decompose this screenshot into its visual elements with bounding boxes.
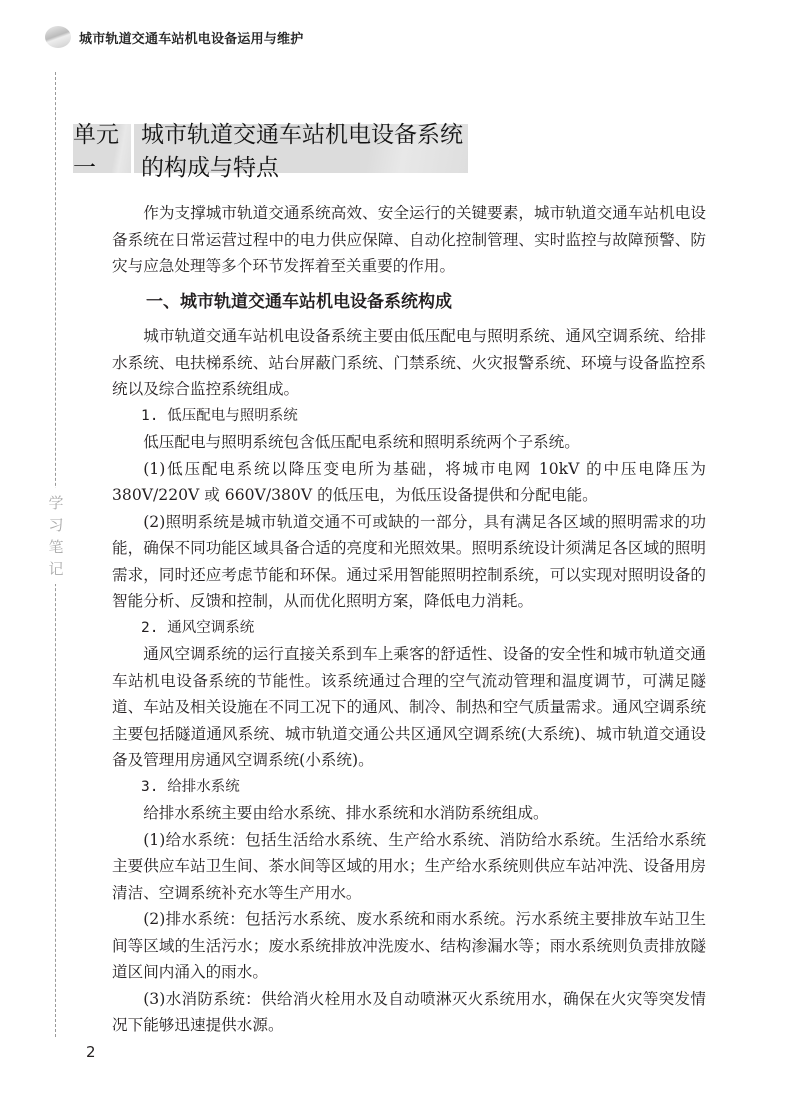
running-header <box>45 26 303 48</box>
paragraph: (1)给水系统：包括生活给水系统、生产给水系统、消防给水系统。生活给水系统主要供应车站卫生间、茶水间等区域的用水；生产给水系统则供应车站冲洗、设备用房清洁、空调系统补充水等生产用水。 <box>112 830 706 902</box>
paragraph: (1)低压配电系统以降压变电所为基础，将城市电网 10kV 的中压电降压为 380V/220V 或 660V/380V 的低压电，为低压设备提供和分配电能。 <box>112 459 706 504</box>
subsection-title: 3. 给排水系统 <box>141 778 240 795</box>
section-heading: 一、城市轨道交通车站机电设备系统构成 <box>146 291 452 312</box>
paragraph: 通风空调系统的运行直接关系到车上乘客的舒适性、设备的安全性和城市轨道交通车站机电设备系统的节能性。该系统通过合理的空气流动管理和温度调节，可满足隧道、车站及相关设施在不同工况下的通风、制冷、制热和空气质量需求。通风空调系统主要包括隧道通风系统、城市轨道交通公共区通风空调系统(大系统)、城市轨道交通设备及管理用房通风空调系统(小系统)。 <box>112 645 706 769</box>
paragraph: (2)照明系统是城市轨道交通不可或缺的一部分，具有满足各区域的照明需求的功能，确保不同功能区域具备合适的亮度和光照效果。照明系统设计须满足各区域的照明需求，同时还应考虑节能和环保。通过采用智能照明控制系统，可以实现对照明设备的智能分析、反馈和控制，从而优化照明方案，降低电力消耗。 <box>112 512 706 610</box>
page-number: 2 <box>86 1043 96 1061</box>
unit-title: 城市轨道交通车站机电设备系统的构成与特点 <box>134 124 468 173</box>
page-body <box>112 200 706 1039</box>
intro-paragraph: 作为支撑城市轨道交通系统高效、安全运行的关键要素，城市轨道交通车站机电设备系统在日常运营过程中的电力供应保障、自动化控制管理、实时监控与故障预警、防灾与应急处理等多个环节发挥着至关重要的作用。 <box>112 204 706 275</box>
unit-label: 单元一 <box>73 124 131 173</box>
book-logo-icon <box>45 26 71 48</box>
book-title: 城市轨道交通车站机电设备运用与维护 <box>79 31 304 47</box>
subsection-title: 1. 低压配电与照明系统 <box>141 407 298 424</box>
margin-note: 学习笔记 <box>47 488 65 584</box>
section-intro: 城市轨道交通车站机电设备系统主要由低压配电与照明系统、通风空调系统、给排水系统、电扶梯系统、站台屏蔽门系统、门禁系统、火灾报警系统、环境与设备监控系统以及综合监控系统组成。 <box>112 327 706 398</box>
paragraph: 低压配电与照明系统包含低压配电系统和照明系统两个子系统。 <box>143 433 580 451</box>
paragraph: (2)排水系统：包括污水系统、废水系统和雨水系统。污水系统主要排放车站卫生间等区域的生活污水；废水系统排放冲洗废水、结构渗漏水等；雨水系统则负责排放隧道区间内涌入的雨水。 <box>112 910 706 981</box>
paragraph: 给排水系统主要由给水系统、排水系统和水消防系统组成。 <box>143 804 549 822</box>
subsection-title: 2. 通风空调系统 <box>141 619 255 636</box>
paragraph: (3)水消防系统：供给消火栓用水及自动喷淋灭火系统用水，确保在火灾等突发情况下能够迅速提供水源。 <box>112 989 706 1034</box>
